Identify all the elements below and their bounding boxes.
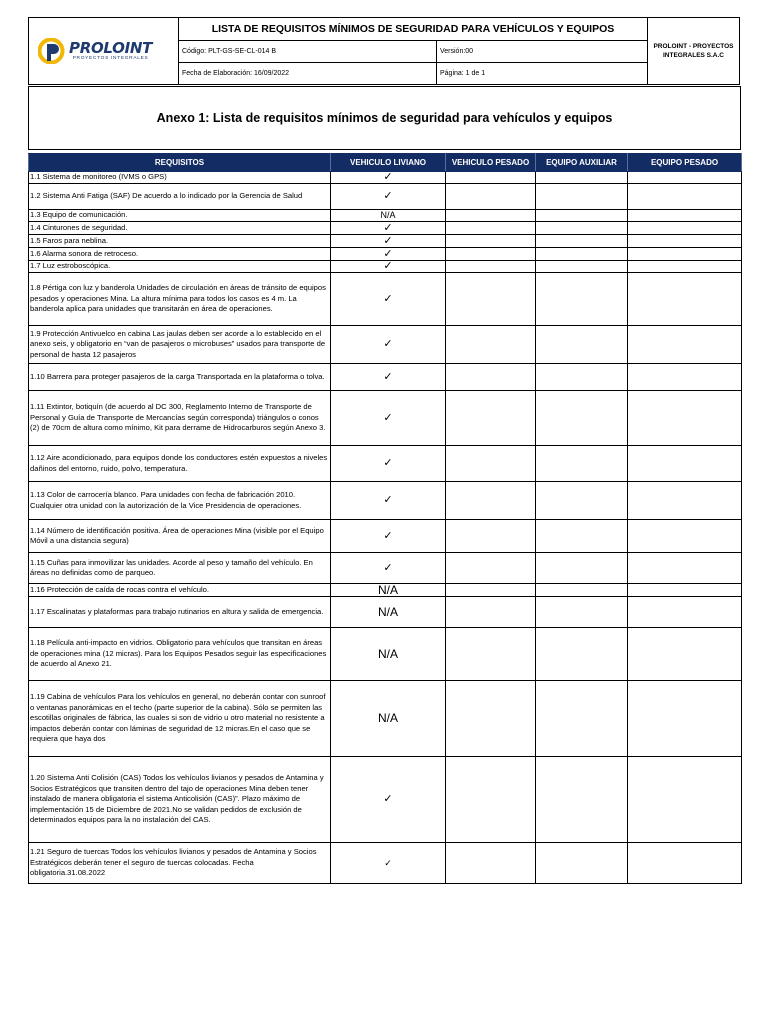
equipo-pesado-cell — [628, 482, 742, 520]
requirement-text — [29, 273, 331, 326]
requirement-label: 1.10 Barrera para proteger pasajeros de la carga Transportada en la plataforma o tolva. — [30, 371, 325, 381]
table-row — [29, 261, 742, 273]
equipo-auxiliar-cell — [536, 446, 628, 482]
requirements-body — [29, 172, 742, 884]
equipo-pesado-cell — [628, 628, 742, 681]
requirement-text — [29, 553, 331, 584]
equipo-auxiliar-cell — [536, 222, 628, 235]
vehiculo-liviano-mark: ✓ — [331, 273, 446, 326]
requirement-text — [29, 597, 331, 628]
vehiculo-liviano-mark: ✓ — [331, 235, 446, 248]
vehiculo-pesado-cell — [446, 757, 536, 843]
vehiculo-pesado-cell — [446, 391, 536, 446]
requirement-label: 1.16 Protección de caída de rocas contra el vehículo. — [30, 584, 209, 594]
equipo-auxiliar-cell — [536, 843, 628, 884]
requirement-text — [29, 364, 331, 391]
requirement-text — [29, 446, 331, 482]
equipo-auxiliar-cell — [536, 273, 628, 326]
equipo-auxiliar-cell — [536, 482, 628, 520]
requirement-label: 1.1 Sistema de monitoreo (IVMS o GPS) — [30, 172, 167, 182]
requirement-label: 1.4 Cinturones de seguridad. — [30, 222, 128, 232]
vehiculo-pesado-cell — [446, 248, 536, 261]
table-row — [29, 391, 742, 446]
requirement-text — [29, 172, 331, 184]
requirement-label: 1.20 Sistema Anti Colisión (CAS) Todos los vehículos livianos y pesados de Antamina y Socios Estratégicos que transiten dentro del tajo de operaciones Mina deben tener instalado de manera obligatoria el sistema Anticolisión (CAS)”. Plazo máximo de implementación 15 de Diciembre de 2021.No se validan pedidos de exclusión de determinados equipos para la no instalación del CAS. — [30, 773, 324, 825]
column-header-vehiculo-pesado: VEHICULO PESADO — [446, 154, 536, 172]
table-row — [29, 364, 742, 391]
vehiculo-pesado-cell — [446, 553, 536, 584]
equipo-pesado-cell — [628, 248, 742, 261]
vehiculo-pesado-cell — [446, 172, 536, 184]
column-header-equipo-auxiliar: EQUIPO AUXILIAR — [536, 154, 628, 172]
equipo-auxiliar-cell — [536, 391, 628, 446]
equipo-auxiliar-cell — [536, 364, 628, 391]
vehiculo-pesado-cell — [446, 843, 536, 884]
equipo-pesado-cell — [628, 446, 742, 482]
vehiculo-pesado-cell — [446, 681, 536, 757]
table-row — [29, 843, 742, 884]
table-row — [29, 584, 742, 597]
vehiculo-liviano-mark: ✓ — [331, 172, 446, 184]
equipo-auxiliar-cell — [536, 681, 628, 757]
column-header-vehiculo-liviano: VEHICULO LIVIANO — [331, 154, 446, 172]
requirement-text — [29, 222, 331, 235]
table-row — [29, 757, 742, 843]
vehiculo-liviano-mark: ✓ — [331, 364, 446, 391]
vehiculo-liviano-mark: ✓ — [331, 184, 446, 210]
annex-title: Anexo 1: Lista de requisitos mínimos de seguridad para vehículos y equipos — [156, 111, 613, 125]
requirement-text — [29, 681, 331, 757]
vehiculo-pesado-cell — [446, 210, 536, 222]
equipo-auxiliar-cell — [536, 326, 628, 364]
vehiculo-pesado-cell — [446, 584, 536, 597]
vehiculo-pesado-cell — [446, 326, 536, 364]
equipo-pesado-cell — [628, 391, 742, 446]
document-header — [28, 17, 740, 85]
vehiculo-liviano-mark: N/A — [331, 210, 446, 222]
table-row — [29, 446, 742, 482]
vehiculo-liviano-mark: ✓ — [331, 757, 446, 843]
equipo-pesado-cell — [628, 235, 742, 248]
page-number: Página: 1 de 1 — [437, 62, 648, 84]
column-header-requisitos: REQUISITOS — [29, 154, 331, 172]
document-title: LISTA DE REQUISITOS MÍNIMOS DE SEGURIDAD PARA VEHÍCULOS Y EQUIPOS — [179, 18, 648, 41]
vehiculo-liviano-mark: ✓ — [331, 248, 446, 261]
vehiculo-pesado-cell — [446, 273, 536, 326]
vehiculo-pesado-cell — [446, 235, 536, 248]
document-code: Código: PLT-GS-SE-CL-014 B — [179, 41, 437, 62]
requirement-text — [29, 843, 331, 884]
document-version: Versión:00 — [437, 41, 648, 62]
requirement-label: 1.19 Cabina de vehículos Para los vehículos en general, no deberán contar con sunroof o ventanas panorámicas en el techo (parte superior de la cabina). Sólo se permiten las escotillas originales de fábrica, las cuales si son de vidrio u otro material no resistente a impactos deberán contar con láminas de seguridad de 12 micras.En el caso que se requiera que haya dos — [30, 692, 326, 744]
vehiculo-liviano-mark: N/A — [331, 597, 446, 628]
equipo-pesado-cell — [628, 553, 742, 584]
company-logo — [29, 38, 178, 64]
table-row — [29, 628, 742, 681]
requirement-label: 1.17 Escalinatas y plataformas para trabajo rutinarios en altura y salida de emergencia. — [30, 606, 324, 616]
requirement-text — [29, 391, 331, 446]
requirement-label: 1.7 Luz estroboscópica. — [30, 261, 111, 271]
vehiculo-pesado-cell — [446, 520, 536, 553]
logo-cell — [29, 18, 179, 85]
requirement-text — [29, 520, 331, 553]
vehiculo-liviano-mark: N/A — [331, 584, 446, 597]
equipo-pesado-cell — [628, 681, 742, 757]
vehiculo-pesado-cell — [446, 446, 536, 482]
requirement-text — [29, 184, 331, 210]
requirement-text — [29, 482, 331, 520]
vehiculo-pesado-cell — [446, 184, 536, 210]
table-row — [29, 172, 742, 184]
vehiculo-liviano-mark: ✓ — [331, 553, 446, 584]
vehiculo-liviano-mark: ✓ — [331, 222, 446, 235]
table-row — [29, 222, 742, 235]
table-row — [29, 248, 742, 261]
vehiculo-pesado-cell — [446, 482, 536, 520]
equipo-pesado-cell — [628, 584, 742, 597]
requirement-text — [29, 210, 331, 222]
elaboration-date: Fecha de Elaboración: 16/09/2022 — [179, 62, 437, 84]
equipo-pesado-cell — [628, 222, 742, 235]
equipo-auxiliar-cell — [536, 248, 628, 261]
equipo-pesado-cell — [628, 364, 742, 391]
requirement-label: 1.5 Faros para neblina. — [30, 235, 109, 245]
table-row — [29, 184, 742, 210]
vehiculo-pesado-cell — [446, 628, 536, 681]
logo-name: PROLOINT — [69, 38, 153, 57]
table-row — [29, 482, 742, 520]
annex-title-box — [28, 86, 741, 150]
vehiculo-liviano-mark: N/A — [331, 681, 446, 757]
equipo-auxiliar-cell — [536, 757, 628, 843]
vehiculo-liviano-mark: ✓ — [331, 326, 446, 364]
table-row — [29, 210, 742, 222]
equipo-pesado-cell — [628, 273, 742, 326]
vehiculo-liviano-mark: N/A — [331, 628, 446, 681]
vehiculo-liviano-mark: ✓ — [331, 391, 446, 446]
vehiculo-liviano-mark: ✓ — [331, 520, 446, 553]
equipo-auxiliar-cell — [536, 210, 628, 222]
equipo-pesado-cell — [628, 520, 742, 553]
company-name: PROLOINT - PROYECTOS INTEGRALES S.A.C — [648, 18, 740, 85]
requirement-label: 1.3 Equipo de comunicación. — [30, 210, 128, 220]
equipo-auxiliar-cell — [536, 553, 628, 584]
requirements-table — [28, 153, 742, 884]
table-row — [29, 273, 742, 326]
table-row — [29, 520, 742, 553]
requirement-text — [29, 261, 331, 273]
requirement-label: 1.18 Película anti-impacto en vidrios. Obligatorio para vehículos que transitan en áreas de operaciones mina (12 micras). Para los Equipos Pesados seguir las especificaciones de acuerdo al Anexo 21. — [30, 638, 327, 669]
equipo-pesado-cell — [628, 757, 742, 843]
equipo-auxiliar-cell — [536, 235, 628, 248]
requirement-text — [29, 326, 331, 364]
proloint-emblem-icon — [38, 38, 66, 64]
requirement-text — [29, 628, 331, 681]
vehiculo-pesado-cell — [446, 364, 536, 391]
requirement-label: 1.15 Cuñas para inmovilizar las unidades. Acorde al peso y tamaño del vehículo. En áreas no definidas como de parqueo. — [30, 557, 313, 577]
vehiculo-pesado-cell — [446, 222, 536, 235]
requirement-label: 1.6 Alarma sonora de retroceso. — [30, 248, 139, 258]
equipo-auxiliar-cell — [536, 172, 628, 184]
equipo-pesado-cell — [628, 184, 742, 210]
requirement-text — [29, 235, 331, 248]
equipo-auxiliar-cell — [536, 520, 628, 553]
table-row — [29, 235, 742, 248]
requirement-label: 1.8 Pértiga con luz y banderola Unidades de circulación en áreas de tránsito de equipos pesados y operaciones Mina. La altura mínima para todos los casos es 4 m. La banderola aplica para unidades que transitarán en área de operaciones. — [30, 283, 326, 314]
requirement-text — [29, 757, 331, 843]
vehiculo-liviano-mark: ✓ — [331, 482, 446, 520]
logo-subtitle: PROYECTOS INTEGRALES — [72, 55, 149, 61]
equipo-pesado-cell — [628, 843, 742, 884]
requirement-label: 1.21 Seguro de tuercas Todos los vehículos livianos y pesados de Antamina y Socios Estratégicos deberán tener el seguro de tuercas colocadas. Fecha obligatoria.31.08.2022 — [30, 847, 317, 878]
table-row — [29, 681, 742, 757]
table-row — [29, 326, 742, 364]
requirement-label: 1.13 Color de carrocería blanco. Para unidades con fecha de fabricación 2010. Cualquier otra unidad con la autorización de la Vice Presidencia de operaciones. — [30, 490, 302, 510]
equipo-pesado-cell — [628, 261, 742, 273]
vehiculo-liviano-mark: ✓ — [331, 261, 446, 273]
equipo-pesado-cell — [628, 172, 742, 184]
requirement-label: 1.2 Sistema Anti Fatiga (SAF) De acuerdo a lo indicado por la Gerencia de Salud — [30, 191, 303, 201]
equipo-pesado-cell — [628, 210, 742, 222]
vehiculo-pesado-cell — [446, 261, 536, 273]
table-header-row — [29, 154, 742, 172]
equipo-pesado-cell — [628, 597, 742, 628]
equipo-auxiliar-cell — [536, 184, 628, 210]
requirement-label: 1.11 Extintor, botiquín (de acuerdo al DC 300, Reglamento Interno de Transporte de Personal y Guía de Transporte de Mercancías según corresponda) triángulos o conos (2) de 70cm de altura como mínimo, Kit para derrame de Hidrocarburos según Anexo 3. — [30, 402, 326, 433]
equipo-auxiliar-cell — [536, 628, 628, 681]
table-row — [29, 597, 742, 628]
table-row — [29, 553, 742, 584]
requirement-label: 1.12 Aire acondicionado, para equipos donde los conductores estén expuestos a niveles dañinos del entorno, ruido, polvo, temperatura. — [30, 453, 328, 473]
requirement-label: 1.14 Número de identificación positiva. Área de operaciones Mina (visible por el Equipo Móvil a una distancia segura) — [30, 525, 324, 545]
requirement-text — [29, 584, 331, 597]
vehiculo-liviano-mark: ✓ — [331, 446, 446, 482]
equipo-auxiliar-cell — [536, 261, 628, 273]
requirement-text — [29, 248, 331, 261]
vehiculo-liviano-mark: ✓ — [331, 843, 446, 884]
vehiculo-pesado-cell — [446, 597, 536, 628]
equipo-auxiliar-cell — [536, 584, 628, 597]
equipo-auxiliar-cell — [536, 597, 628, 628]
requirement-label: 1.9 Protección Antivuelco en cabina Las jaulas deben ser acorde a lo establecido en el anexo seis, y obligatorio en “van de pasajeros o microbuses” usados para transporte de personal de hasta 12 pasajeros — [30, 328, 326, 359]
equipo-pesado-cell — [628, 326, 742, 364]
column-header-equipo-pesado: EQUIPO PESADO — [628, 154, 742, 172]
